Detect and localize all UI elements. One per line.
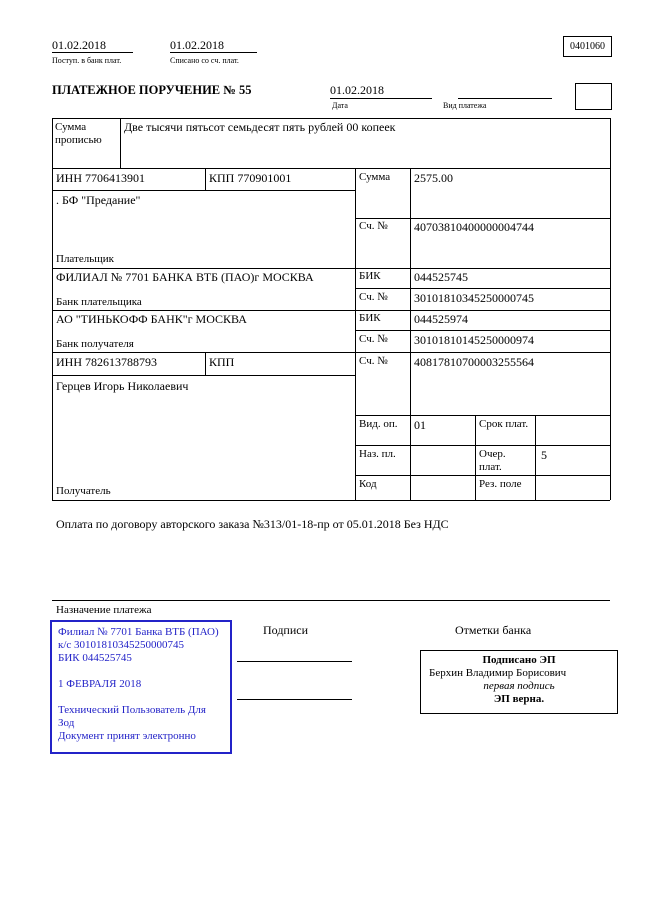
priority-label: Очер. плат. bbox=[479, 448, 506, 473]
date-debited-underline bbox=[170, 52, 257, 53]
payer-name: . БФ "Предание" bbox=[56, 193, 141, 207]
table-rule bbox=[355, 330, 610, 331]
stamp-line-bik: БИК 044525745 bbox=[58, 652, 132, 664]
signature-line bbox=[237, 661, 352, 662]
date-received-label: Поступ. в банк плат. bbox=[52, 56, 122, 65]
mark-line-signer-name: Берхин Владимир Борисович bbox=[429, 667, 567, 679]
stamp-line-accepted: Документ принят электронно bbox=[58, 730, 196, 742]
reserve-field-label: Рез. поле bbox=[479, 478, 522, 490]
date-debited-label: Списано со сч. плат. bbox=[170, 56, 239, 65]
beneficiary-kpp-label: КПП bbox=[209, 355, 235, 369]
doc-date: 01.02.2018 bbox=[330, 83, 384, 97]
amount-words-label: Сумма прописью bbox=[55, 121, 102, 146]
doc-date-underline bbox=[330, 98, 432, 99]
payer-bank-caption: Банк плательщика bbox=[56, 296, 142, 308]
table-rule bbox=[355, 475, 610, 476]
purpose-code-label: Наз. пл. bbox=[359, 448, 396, 460]
pay-term-label: Срок плат. bbox=[479, 418, 529, 430]
beneficiary-bank-caption: Банк получателя bbox=[56, 338, 134, 350]
payment-kind-box bbox=[575, 83, 612, 110]
table-rule bbox=[52, 118, 53, 500]
document-title: ПЛАТЕЖНОЕ ПОРУЧЕНИЕ № 55 bbox=[52, 83, 252, 97]
beneficiary-bank-name: АО "ТИНЬКОФФ БАНК"г МОСКВА bbox=[56, 312, 247, 326]
payer-bank-bik: 044525745 bbox=[414, 270, 468, 284]
table-rule bbox=[205, 352, 206, 375]
priority-value: 5 bbox=[541, 448, 547, 462]
date-received-underline bbox=[52, 52, 133, 53]
doc-date-label: Дата bbox=[332, 101, 348, 110]
beneficiary-bank-bik-label: БИК bbox=[359, 312, 381, 324]
table-rule bbox=[52, 190, 355, 191]
stamp-line-user: Технический Пользователь Для Зод bbox=[58, 704, 206, 729]
table-rule bbox=[120, 118, 121, 168]
table-rule bbox=[355, 168, 356, 500]
payer-bank-bik-label: БИК bbox=[359, 270, 381, 282]
mark-line-verified: ЭП верна. bbox=[493, 693, 545, 705]
beneficiary-bank-account-label: Сч. № bbox=[359, 333, 388, 345]
payer-kpp: КПП 770901001 bbox=[209, 171, 292, 185]
payer-bank-name: ФИЛИАЛ № 7701 БАНКА ВТБ (ПАО)г МОСКВА bbox=[56, 270, 314, 284]
stamp-line-corr-account: к/с 30101810345250000745 bbox=[58, 639, 185, 651]
payer-inn: ИНН 7706413901 bbox=[56, 171, 145, 185]
mark-line-first-signature: первая подпись bbox=[483, 680, 555, 692]
table-rule bbox=[52, 500, 610, 501]
payment-kind-underline bbox=[458, 98, 552, 99]
beneficiary-account: 40817810700003255564 bbox=[414, 355, 534, 369]
form-code: 0401060 bbox=[570, 41, 605, 52]
beneficiary-inn: ИНН 782613788793 bbox=[56, 355, 157, 369]
table-rule bbox=[355, 218, 610, 219]
beneficiary-bank-account: 30101810145250000974 bbox=[414, 333, 534, 347]
table-rule bbox=[610, 118, 611, 500]
bank-marks-label: Отметки банка bbox=[455, 623, 532, 637]
form-code-box bbox=[563, 36, 612, 57]
stamp-line-bank: Филиал № 7701 Банка ВТБ (ПАО) bbox=[58, 626, 219, 638]
signature-mark-box bbox=[420, 650, 618, 714]
payer-bank-account: 30101810345250000745 bbox=[414, 291, 534, 305]
table-rule bbox=[52, 375, 355, 376]
table-rule bbox=[52, 268, 610, 269]
table-rule bbox=[535, 415, 536, 500]
date-received: 01.02.2018 bbox=[52, 38, 106, 52]
purpose-caption: Назначение платежа bbox=[56, 604, 152, 616]
payer-caption: Плательщик bbox=[56, 253, 114, 265]
table-rule bbox=[355, 288, 610, 289]
amount-words: Две тысячи пятьсот семьдесят пять рублей 00 копеек bbox=[124, 120, 396, 134]
code-label: Код bbox=[359, 478, 377, 490]
beneficiary-name: Герцев Игорь Николаевич bbox=[56, 379, 189, 393]
table-rule bbox=[410, 168, 411, 500]
date-debited: 01.02.2018 bbox=[170, 38, 224, 52]
payment-kind-label: Вид платежа bbox=[443, 101, 487, 110]
purpose-text: Оплата по договору авторского заказа №313/01-18-пр от 05.01.2018 Без НДС bbox=[56, 517, 449, 531]
table-rule bbox=[355, 445, 610, 446]
table-rule bbox=[52, 310, 610, 311]
table-rule bbox=[52, 118, 610, 119]
beneficiary-account-label: Сч. № bbox=[359, 355, 388, 367]
signatures-label: Подписи bbox=[263, 623, 309, 637]
purpose-rule bbox=[52, 600, 610, 601]
bank-acceptance-stamp bbox=[50, 620, 232, 754]
payer-account: 40703810400000004744 bbox=[414, 220, 534, 234]
beneficiary-bank-bik: 044525974 bbox=[414, 312, 468, 326]
beneficiary-caption: Получатель bbox=[56, 485, 111, 497]
op-kind-value: 01 bbox=[414, 418, 426, 432]
table-rule bbox=[205, 168, 206, 190]
op-kind-label: Вид. оп. bbox=[359, 418, 398, 430]
table-rule bbox=[355, 415, 610, 416]
mark-line-signed: Подписано ЭП bbox=[482, 654, 556, 666]
amount-label: Сумма bbox=[359, 171, 391, 183]
stamp-line-date: 1 ФЕВРАЛЯ 2018 bbox=[58, 678, 142, 690]
table-rule bbox=[475, 415, 476, 500]
table-rule bbox=[52, 352, 610, 353]
signature-line bbox=[237, 699, 352, 700]
amount-value: 2575.00 bbox=[414, 171, 453, 185]
payer-account-label: Сч. № bbox=[359, 220, 388, 232]
payer-bank-account-label: Сч. № bbox=[359, 291, 388, 303]
table-rule bbox=[52, 168, 610, 169]
